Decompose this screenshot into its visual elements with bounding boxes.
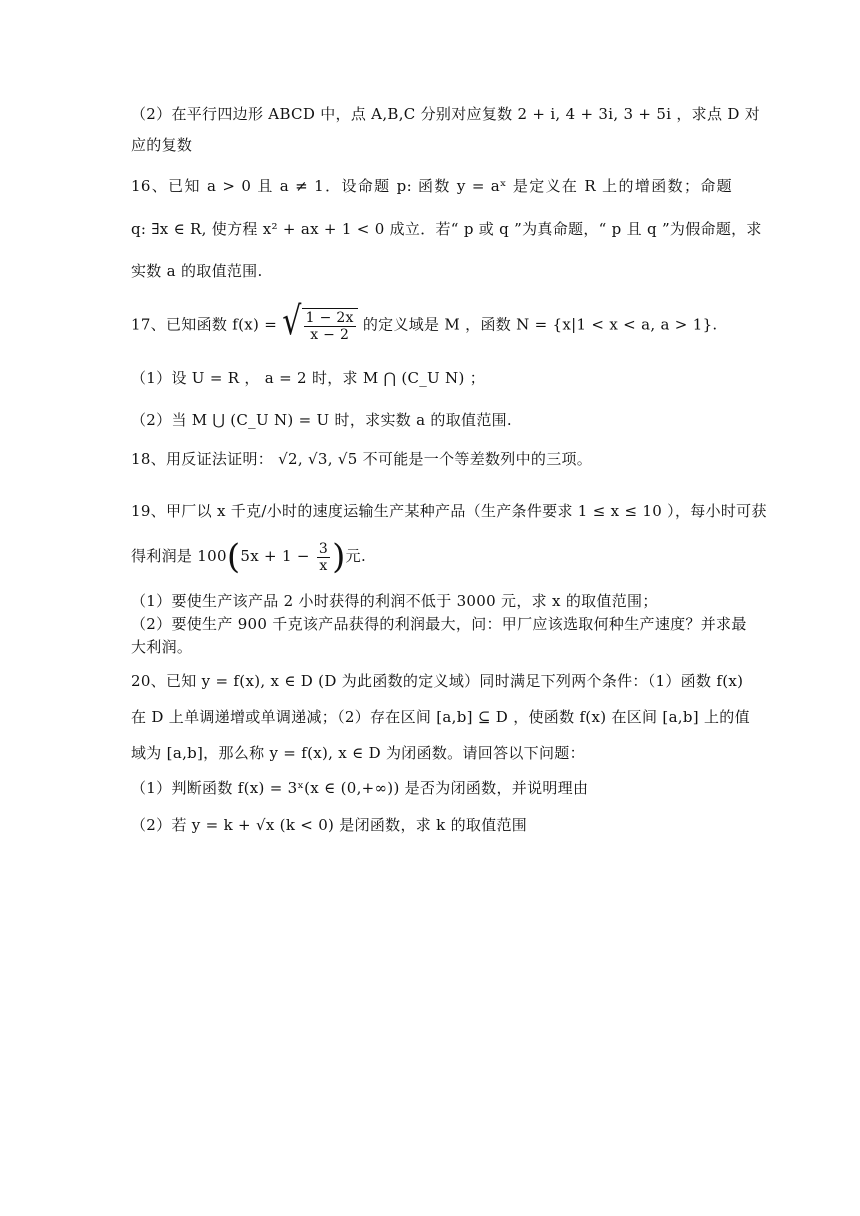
fraction-denominator: x <box>319 557 328 574</box>
problem-17-text-before: 17、已知函数 f(x) = <box>131 315 278 334</box>
problem-16-line-1: 16、已知 a > 0 且 a ≠ 1．设命题 p: 函数 y = aˣ 是定义在 R 上的增函数；命题 <box>131 177 732 195</box>
problem-20-line-2: 在 D 上单调递增或单调递减；（2）存在区间 [a,b] ⊆ D ，使函数 f(x) 在区间 [a,b] 上的值 <box>131 708 750 726</box>
fraction-denominator: x − 2 <box>310 327 350 343</box>
problem-19-text-before: 得利润是 100 <box>131 547 227 565</box>
right-paren-icon: ) <box>332 537 346 577</box>
problem-20-part-1: （1）判断函数 f(x) = 3ˣ(x ∈ (0,+∞)) 是否为闭函数，并说明理由 <box>131 779 589 797</box>
problem-19-part-1: （1）要使生产该产品 2 小时获得的利润不低于 3000 元，求 x 的取值范围； <box>131 592 658 610</box>
problem-19-fraction <box>317 541 330 574</box>
problem-17-part-2: （2）当 M ⋃ (C_U N) = U 时，求实数 a 的取值范围. <box>131 411 512 429</box>
problem-20-line-1: 20、已知 y = f(x), x ∈ D (D 为此函数的定义域）同时满足下列两个条件：（1）函数 f(x) <box>131 672 744 690</box>
problem-17-text-after: 的定义域是 M ，函数 N = {x|1 < x < a, a > 1}. <box>362 315 718 334</box>
problem-19-part-2-line-1: （2）要使生产 900 千克该产品获得的利润最大，问：甲厂应该选取何种生产速度？并求最 <box>131 615 747 633</box>
problem-17-statement <box>131 298 732 345</box>
problem-19-text-after: 元. <box>345 547 367 565</box>
problem-19-inner-expression: 5x + 1 − <box>240 547 310 565</box>
problem-17-sqrt <box>282 298 358 345</box>
problem-17-fraction <box>304 310 356 343</box>
fraction-numerator: 1 − 2x <box>305 310 354 326</box>
problem-19-line-2 <box>131 537 732 577</box>
problem-16-line-3: 实数 a 的取值范围. <box>131 262 263 280</box>
problem-16-line-2: q: ∃x ∈ R, 使方程 x² + ax + 1 < 0 成立．若“ p 或 q ”为真命题，“ p 且 q ”为假命题，求 <box>131 220 762 238</box>
problem-17-part-1: （1）设 U = R ， a = 2 时，求 M ⋂ (C_U N) ； <box>131 369 485 387</box>
fraction-numerator: 3 <box>318 540 329 557</box>
sqrt-icon: √ <box>282 298 302 345</box>
problem-20-part-2: （2）若 y = k + √x (k < 0) 是闭函数，求 k 的取值范围 <box>131 816 528 834</box>
problem-19-part-2-line-2: 大利润。 <box>131 638 193 656</box>
problem-19-line-1: 19、甲厂以 x 千克/小时的速度运输生产某种产品（生产条件要求 1 ≤ x ≤ 10 ），每小时可获 <box>131 502 767 520</box>
problem-15-part-2-line-2: 应的复数 <box>131 136 193 154</box>
problem-15-part-2-line-1: （2）在平行四边形 ABCD 中，点 A,B,C 分别对应复数 2 + i, 4 + 3i, 3 + 5i ，求点 D 对 <box>131 105 761 123</box>
problem-18: 18、用反证法证明： √2, √3, √5 不可能是一个等差数列中的三项。 <box>131 450 593 468</box>
problem-20-line-3: 域为 [a,b]，那么称 y = f(x), x ∈ D 为闭函数。请回答以下问题： <box>131 744 585 762</box>
left-paren-icon: ( <box>226 537 241 577</box>
